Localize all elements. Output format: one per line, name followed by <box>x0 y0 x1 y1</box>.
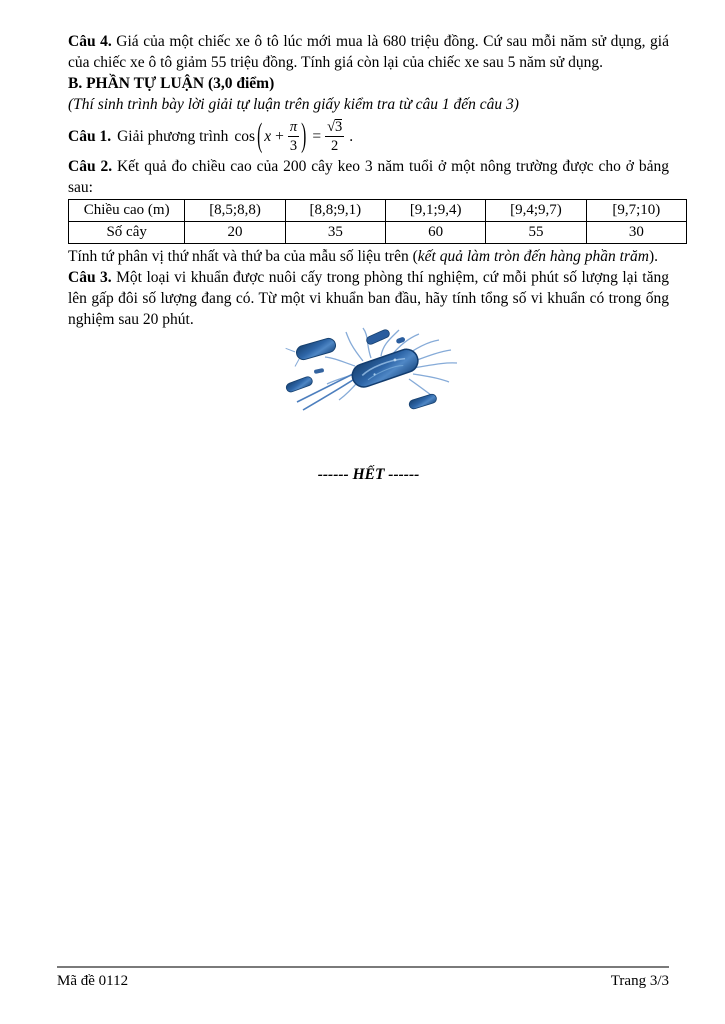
count-cell: 55 <box>486 222 586 244</box>
table-row-heights <box>69 200 687 222</box>
bacterium-left <box>285 376 313 394</box>
denominator-2: 2 <box>331 137 339 154</box>
question-2-followup <box>68 246 669 267</box>
question-4 <box>68 31 669 73</box>
pi-over-3-fraction <box>288 119 299 154</box>
question-2 <box>68 156 669 198</box>
bacterium-large <box>349 346 421 390</box>
question-1-label: Câu 1. <box>68 127 112 145</box>
followup-italic: kết quả làm tròn đến hàng phần trăm <box>417 248 649 265</box>
radical-sign: √ <box>327 118 336 135</box>
question-2-label: Câu 2. <box>68 158 113 175</box>
denominator-3: 3 <box>289 137 298 154</box>
plus-operator: + <box>275 127 284 145</box>
interval-cell: [9,7;10) <box>586 200 686 222</box>
question-4-label: Câu 4. <box>68 33 112 50</box>
sqrt3-over-2-fraction <box>325 119 344 154</box>
bacterium-speck-2 <box>314 368 325 374</box>
bacterium-upper-left <box>286 335 339 368</box>
interval-cell: [8,8;9,1) <box>285 200 385 222</box>
period: . <box>349 127 354 145</box>
bacteria-illustration <box>251 316 486 436</box>
count-cell: 20 <box>185 222 285 244</box>
followup-start: Tính tứ phân vị thứ nhất và thứ ba của mẫu số liệu trên ( <box>68 248 418 265</box>
interval-cell: [9,4;9,7) <box>486 200 586 222</box>
variable-x: x <box>264 127 272 145</box>
followup-end: ). <box>648 248 659 265</box>
question-1-lead: Giải phương trình <box>117 127 229 145</box>
row-header-count: Số cây <box>69 222 185 244</box>
count-cell: 60 <box>386 222 486 244</box>
table-row-counts <box>69 222 687 244</box>
question-3-text: Một loại vi khuẩn được nuôi cấy trong phòng thí nghiệm, cứ mỗi phút số lượng lại tăng lên gấp đôi số lượng đang có. Từ một vi khuẩn ban đầu, hãy tính tổng số vi khuẩn có trong ống nghiệm sau 20 phút. <box>68 269 669 328</box>
height-frequency-table <box>68 199 687 244</box>
question-1 <box>68 116 669 156</box>
left-paren: ( <box>257 117 263 155</box>
cos-function: cos <box>234 127 256 145</box>
row-header-height: Chiều cao (m) <box>69 200 185 222</box>
doc-code: Mã đề 0112 <box>57 973 129 989</box>
section-b-heading: B. PHẦN TỰ LUẬN (3,0 điểm) <box>68 75 275 92</box>
section-b-note: (Thí sinh trình bày lời giải tự luận trên giấy kiểm tra từ câu 1 đến câu 3) <box>68 96 519 113</box>
pi-symbol: π <box>289 118 298 135</box>
end-marker: ------ HẾT ------ <box>317 466 420 483</box>
interval-cell: [8,5;8,8) <box>185 200 285 222</box>
figure-container <box>68 316 669 442</box>
page-number: Trang 3/3 <box>610 973 669 989</box>
equals-sign: = <box>312 127 322 145</box>
count-cell: 35 <box>285 222 385 244</box>
bacterium-bottom-right <box>408 393 437 410</box>
interval-cell: [9,1;9,4) <box>386 200 486 222</box>
radicand-3: 3 <box>335 118 343 135</box>
page-content <box>68 31 669 485</box>
right-paren: ) <box>301 117 307 155</box>
count-cell: 30 <box>586 222 686 244</box>
sqrt-3-numerator <box>325 119 344 137</box>
cos-equation <box>234 119 353 154</box>
question-3-label: Câu 3. <box>68 269 112 286</box>
page-footer <box>57 966 669 992</box>
question-2-text: Kết quả đo chiều cao của 200 cây keo 3 năm tuổi ở một nông trường được cho ở bảng sau: <box>68 158 669 196</box>
question-4-text: Giá của một chiếc xe ô tô lúc mới mua là 680 triệu đồng. Cứ sau mỗi năm sử dụng, giá của chiếc xe ô tô giảm 55 triệu đồng. Tính giá còn lại của chiếc xe sau 5 năm sử dụng. <box>68 33 669 71</box>
